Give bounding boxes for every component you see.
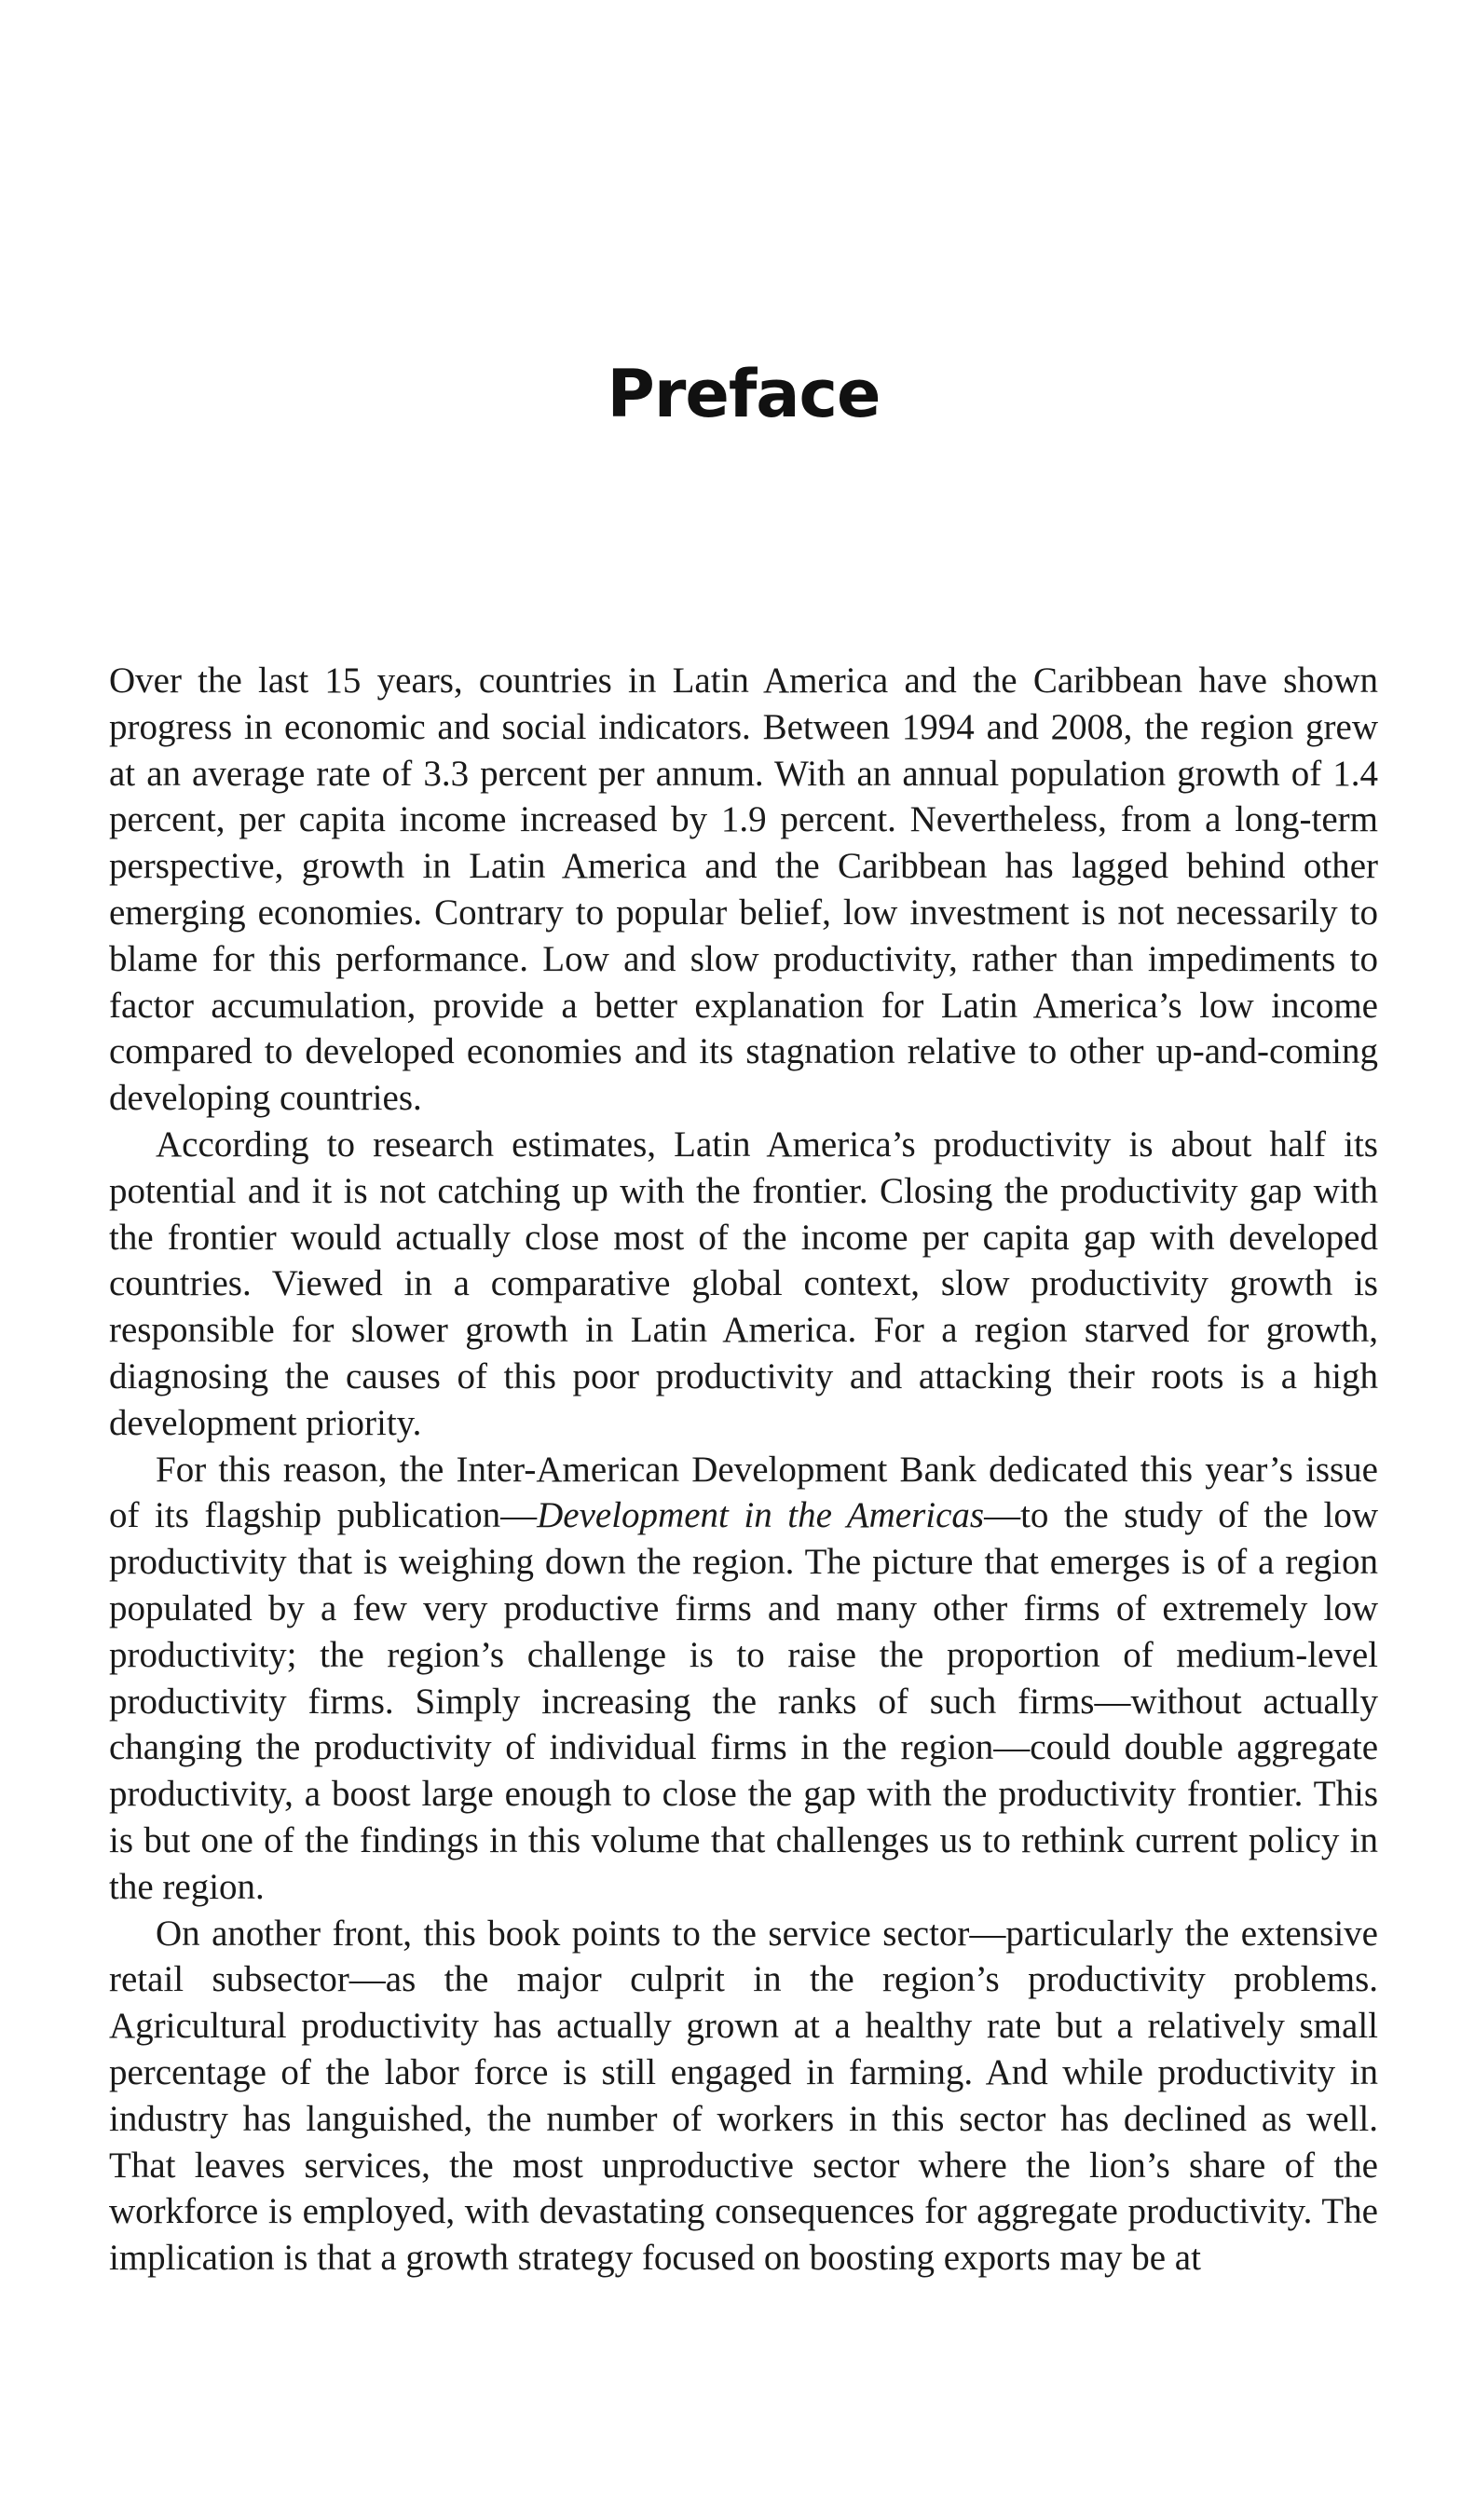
paragraph-2: According to research estimates, Latin America’s productivity is about half its potential and it is not catching up with the frontier. Closing the productivity gap with the frontier would actually close most of the income per capita gap with developed countries. Viewed in a comparative global context, slow productivity growth is responsible for slower growth in Latin America. For a region starved for growth, diagnosing the causes of this poor productivity and attacking their roots is a high development priority. xyxy=(109,1124,1378,1443)
paragraph-4: On another front, this book points to the service sector—particularly the extensive retail subsector—as the major culprit in the region’s productivity problems. Agricultural productivity has actually grown at a healthy rate but a relatively small percentage of the labor force is still engaged in farming. And while productivity in industry has languished, the number of workers in this sector has declined as well. That leaves services, the most unproductive sector where the lion’s share of the workforce is employed, with devastating consequences for aggregate productivity. The implication is that a growth strategy focused on boosting exports may be at xyxy=(109,1913,1378,2279)
publication-title: Development in the Americas xyxy=(537,1495,985,1536)
paragraph-1: Over the last 15 years, countries in Latin America and the Caribbean have shown progress in economic and social indicators. Between 1994 and 2008, the region grew at an average rate of 3.3 percent per annum. With an annual population growth of 1.4 percent, per capita income increased by 1.9 percent. Nevertheless, from a long-term perspective, growth in Latin America and the Caribbean has lagged behind other emerging economies. Contrary to popular belief, low investment is not necessarily to blame for this performance. Low and slow productivity, rather than impediments to factor accumulation, provide a better explanation for Latin America’s low income compared to developed economies and its stagnation relative to other up-and-coming developing countries. xyxy=(109,661,1378,1119)
paragraph-3 xyxy=(109,1447,1378,1911)
chapter-title: Preface xyxy=(607,356,881,432)
body-text xyxy=(109,658,1378,2282)
paragraph-3-rest: —to the study of the low productivity that is weighing down the region. The picture that emerges is of a region populated by a few very productive firms and many other firms of extremely low productivity; the region’s challenge is to raise the proportion of medium-level productivity firms. Simply increasing the ranks of such firms—without actually changing the productivity of individual firms in the region—could double aggregate productivity, a boost large enough to close the gap with the productivity frontier. This is but one of the findings in this volume that challenges us to rethink current policy in the region. xyxy=(109,1495,1378,1907)
paragraph-3-lead: For this reason, the Inter-American Development Bank dedicated this year’s issue of its flagship publication— xyxy=(109,1449,1378,1536)
